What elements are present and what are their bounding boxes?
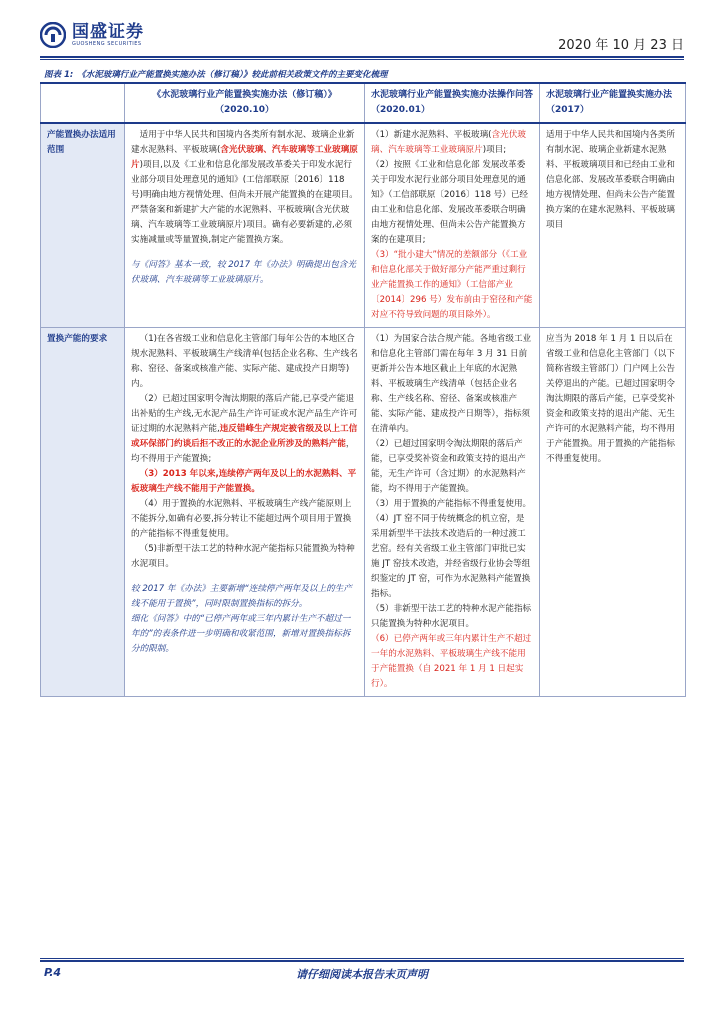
- report-date: 2020 年 10 月 23 日: [558, 38, 684, 53]
- qa-req-6: （6）已停产两年或三年内累计生产不超过一年的水泥熟料、平板玻璃生产线不能用于产能置换（自 2021 年 1 月 1 日起实行）。: [371, 634, 532, 689]
- qa-req-3: （3）用于置换的产能指标不得重复使用。: [371, 499, 532, 509]
- header-cell-2020-10: 《水泥玻璃行业产能置换实施办法（修订稿）》（2020.10）: [125, 83, 365, 123]
- brand-name-en: GUOSHENG SECURITIES: [72, 41, 142, 47]
- qa-item-1: （1）新建水泥熟料、平板玻璃(含光伏玻璃、汽车玻璃等工业玻璃原片)项目;: [371, 130, 526, 155]
- row-label-requirements: 置换产能的要求: [41, 328, 125, 697]
- analyst-note: 较 2017 年《办法》主要新增“连续停产两年及以上的生产线不能用于置换”，同时限制置换指标的拆分。: [131, 584, 352, 609]
- page-number: P.4: [44, 966, 62, 979]
- highlight-text: 违反错峰生产规定被省级及以上工信或环保部门约谈后拒不改正的水泥企业所涉及的熟料产能: [131, 424, 358, 449]
- qa-item-2: （2）按照《工业和信息化部 发展改革委关于印发水泥行业部分项目处理意见的通知》（工信部联原〔2016〕118 号）已经由工业和信息化部、发展改革委联合明确由地方视情处理、但尚未公告产能置换方案的在建项目;: [371, 160, 529, 245]
- disclaimer-notice: 请仔细阅读本报告末页声明: [296, 968, 428, 981]
- cell-req-2020-10: [125, 328, 365, 697]
- req-item-1: （1)在各省级工业和信息化主管部门每年公告的本地区合规水泥熟料、平板玻璃生产线清单(包括企业名称、生产线名称、窑径、备案或核准产能、实际产能、建成投产日期等)内。: [131, 334, 358, 389]
- table-row: [41, 328, 686, 697]
- header-cell-empty: [41, 83, 125, 123]
- analyst-note: 细化《问答》中的“已停产两年或三年内累计生产不超过一年的”的表条件进一步明确和收紧范围，新增对置换指标拆分的限制。: [131, 614, 351, 654]
- cell-scope-2017: 适用于中华人民共和国境内各类所有制水泥、玻璃企业新建水泥熟料、平板玻璃项目和已经由工业和信息化部、发展改革委联合明确由地方视情处理、但尚未公告产能置换方案的在建水泥熟料、平板玻璃项目: [540, 123, 686, 328]
- figure-title: 《水泥玻璃行业产能置换实施办法（修订稿）》较此前相关政策文件的主要变化梳理: [77, 70, 388, 80]
- row-label-scope: 产能置换办法适用范围: [41, 123, 125, 328]
- header-divider-thin: [40, 59, 684, 60]
- cell-scope-2020-01: [365, 123, 540, 328]
- scope-text: 适用于中华人民共和国境内各类所有制水泥、玻璃企业新建水泥熟料、平板玻璃(含光伏玻璃、汽车玻璃等工业玻璃原片)项目,以及《工业和信息化部发展改革委关于印发水泥行业部分项目处理意见的通知》(工信部联原〔2016〕118 号)明确由地方视情处理、但尚未开展产能置换的在建项目。严禁备案和新建扩大产能的水泥熟料、平板玻璃(含光伏玻璃、汽车玻璃等工业玻璃原片)项目。确有必要新建的,必须实施减量或等量置换,制定产能置换方案。: [131, 130, 358, 245]
- analyst-note: 与《问答》基本一致，较 2017 年《办法》明确提出包含光伏玻璃、汽车玻璃等工业玻璃原片。: [131, 260, 356, 285]
- qa-item-3: （3）“批小建大”情况的差额部分（《工业和信息化部关于做好部分产能严重过剩行业产能置换工作的通知》（工信部产业〔2014〕296 号）发布前由于窑径和产能对应不符导致问题的项目除外）。: [371, 250, 533, 320]
- highlight-text: 含光伏玻璃、汽车玻璃等工业玻璃原片: [371, 130, 526, 155]
- brand-emblem-icon: [40, 22, 66, 48]
- brand-logo: [40, 22, 144, 48]
- qa-req-2: （2）已超过国家明令淘汰期限的落后产能，已享受奖补资金和政策支持的退出产能，无生产许可（含过期）的水泥熟料产能，均不得用于产能置换。: [371, 439, 526, 494]
- cell-req-2020-01: [365, 328, 540, 697]
- page-header: [0, 0, 724, 62]
- highlight-text: 含光伏玻璃、汽车玻璃等工业玻璃原片: [131, 145, 358, 170]
- comparison-table: [40, 82, 686, 697]
- footer-divider: [40, 960, 684, 962]
- header-cell-2017: 水泥玻璃行业产能置换实施办法（2017）: [540, 83, 686, 123]
- qa-req-1: （1）为国家合法合规产能。各地省级工业和信息化主管部门需在每年 3 月 31 日前更新并公告本地区截止上年底的水泥熟料、平板玻璃生产线清单（包括企业名称、生产线名称、窑径、备案或核准产能、实际产能、建成投产日期等），指标须在清单内。: [371, 334, 532, 434]
- cell-req-2017: 应当为 2018 年 1 月 1 日以后在省级工业和信息化主管部门（以下简称省级主管部门）门户网上公告关停退出的产能。已超过国家明令淘汰期限的落后产能，已享受奖补资金和政策支持的退出产能、无生产许可的水泥熟料产能，均不得用于产能置换。用于置换的产能指标不得重复使用。: [540, 328, 686, 697]
- req-item-5: （5)非新型干法工艺的特种水泥产能指标只能置换为特种水泥项目。: [131, 544, 355, 569]
- brand-name: 国盛证券: [72, 22, 144, 42]
- header-cell-2020-01: 水泥玻璃行业产能置换实施办法操作问答（2020.01）: [365, 83, 540, 123]
- req-item-3: （3）2013 年以来,连续停产两年及以上的水泥熟料、平板玻璃生产线不能用于产能置换。: [131, 469, 357, 494]
- table-row: [41, 123, 686, 328]
- cell-scope-2020-10: [125, 123, 365, 328]
- req-item-4: （4）用于置换的水泥熟料、平板玻璃生产线产能原则上不能拆分,如确有必要,拆分转让不能超过两个项目用于置换的产能指标不得重复使用。: [131, 499, 352, 539]
- req-item-2: （2）已超过国家明令淘汰期限的落后产能,已享受产能退出补贴的生产线,无水泥产品生产许可证或水泥产品生产许可证过期的水泥熟料产能,违反错峰生产规定被省级及以上工信或环保部门约谈后拒不改正的水泥企业所涉及的熟料产能，均不得用于产能置换;: [131, 394, 358, 464]
- footer-divider-thin: [40, 958, 684, 959]
- qa-req-4: （4）JT 窑不同于传统概念的机立窑，是采用新型半干法技术改造后的一种过渡工艺窑。经有关省级工业主管部门审批已实施 JT 窑技术改造，并经省级行业协会等组织鉴定的 JT 窑，可作为水泥熟料产能置换指标。: [371, 514, 531, 599]
- figure-label: 图表 1:: [44, 70, 74, 80]
- table-header-row: [41, 83, 686, 123]
- figure-caption: [44, 68, 684, 80]
- header-divider: [40, 56, 684, 58]
- qa-req-5: （5）非新型干法工艺的特种水泥产能指标只能置换为特种水泥项目。: [371, 604, 532, 629]
